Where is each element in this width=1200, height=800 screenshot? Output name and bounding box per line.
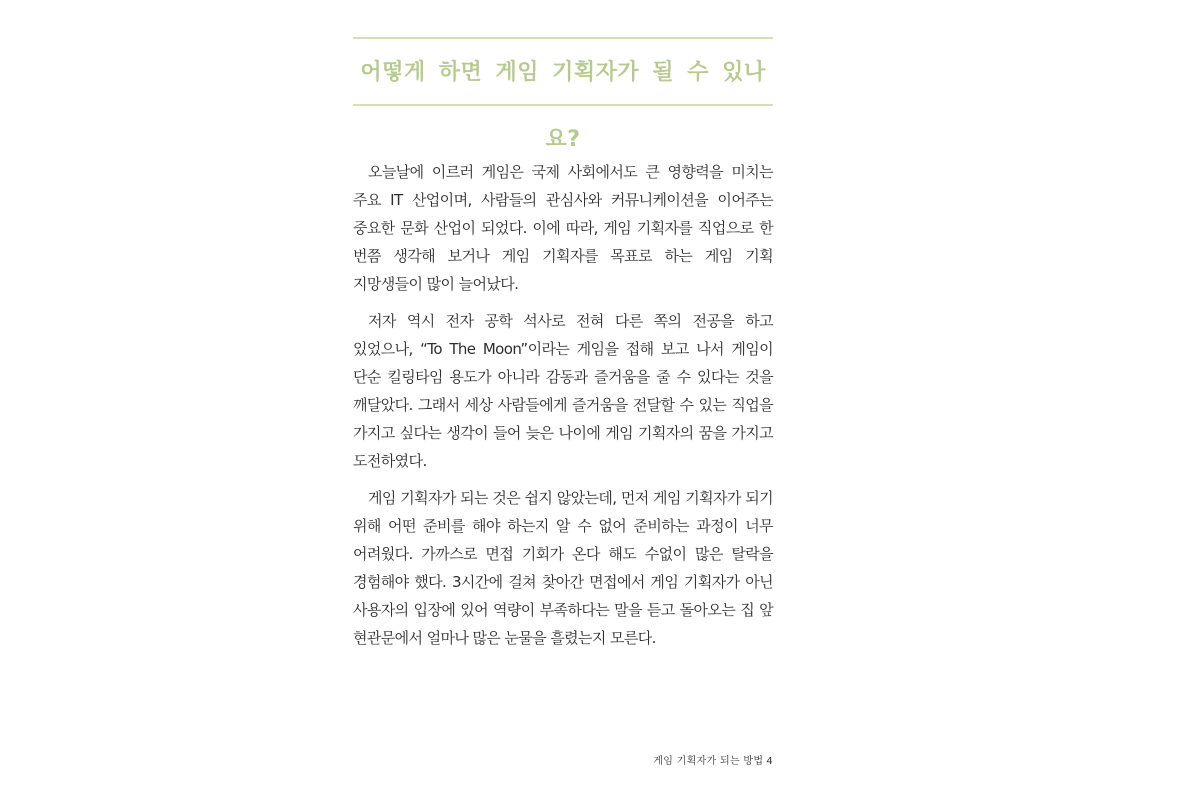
page-footer [650,752,773,767]
body-paragraph-3: 게임 기획자가 되는 것은 쉽지 않았는데, 먼저 게임 기획자가 되기 위해 어떤 준비를 해야 하는지 알 수 없어 준비하는 과정이 너무 어려웠다. 가까스로 면접 기회가 온다 해도 수없이 많은 탈락을 경험해야 했다. 3시간에 걸쳐 찾아간 면접에서 게임 기획자가 아닌 사용자의 입장에 있어 역량이 부족하다는 말을 듣고 돌아오는 집 앞 현관문에서 얼마나 많은 눈물을 흘렸는지 모른다. [353,489,773,647]
page-number: 4 [766,756,773,767]
content-column [353,37,773,661]
chapter-title: 어떻게 하면 게임 기획자가 될 수 있나요? [360,60,766,152]
body-paragraph-2: 저자 역시 전자 공학 석사로 전혀 다른 쪽의 전공을 하고 있었으나, “To The Moon”이라는 게임을 접해 보고 나서 게임이 단순 킬링타임 용도가 아니라 감동과 즐거움을 줄 수 있다는 것을 깨달았다. 그래서 세상 사람들에게 즐거움을 전달할 수 있는 직업을 가지고 싶다는 생각이 들어 늦은 나이에 게임 기획자의 꿈을 가지고 도전하였다. [353,312,773,470]
body-paragraph-1: 오늘날에 이르러 게임은 국제 사회에서도 큰 영향력을 미치는 주요 IT 산업이며, 사람들의 관심사와 커뮤니케이션을 이어주는 중요한 문화 산업이 되었다. 이에 따라, 게임 기획자를 직업으로 한 번쯤 생각해 보거나 게임 기획자를 목표로 하는 게임 기획 지망생들이 많이 늘어났다. [353,163,773,293]
body-text [353,158,773,652]
running-title: 게임 기획자가 되는 방법 [653,756,764,767]
